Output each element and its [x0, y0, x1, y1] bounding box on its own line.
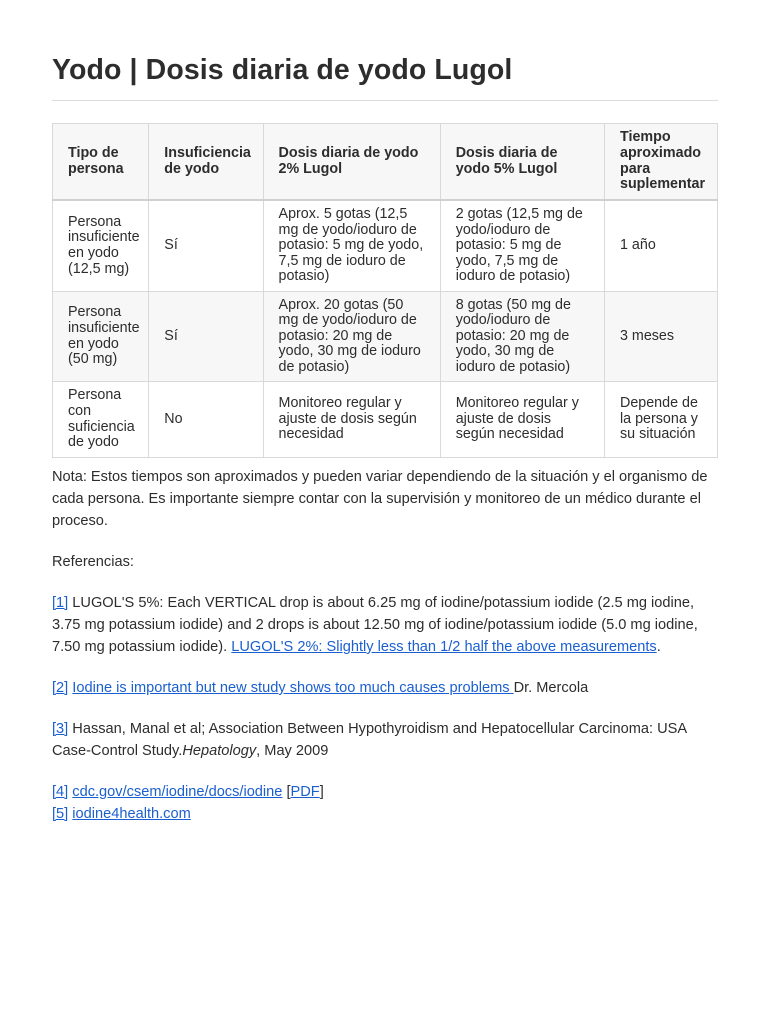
reference-5 — [52, 803, 718, 825]
reference-tail: . — [656, 639, 661, 655]
article — [52, 0, 718, 825]
dosage-table — [52, 123, 718, 458]
table-row — [53, 200, 718, 292]
reference-pdf-close: ] — [319, 784, 324, 800]
reference-number-link[interactable]: [1] — [52, 595, 69, 611]
table-row — [53, 382, 718, 458]
table-cell: Sí — [149, 292, 263, 382]
table-row — [53, 292, 718, 382]
reference-number-link[interactable]: [5] — [52, 806, 69, 822]
table-cell: Aprox. 5 gotas (12,5 mg de yodo/ioduro de potasio: 5 mg de yodo, 7,5 mg de ioduro de potasio) — [263, 200, 440, 292]
column-header: Tipo de persona — [53, 124, 149, 201]
table-cell: Sí — [149, 200, 263, 292]
reference-number-link[interactable]: [2] — [52, 680, 69, 696]
reference-text: LUGOL'S 5%: Each VERTICAL drop is about 6.25 mg of iodine/potassium iodide (2.5 mg iodine, 3.75 mg potassium iodide) and 2 drops is about 12.50 mg of iodine/potassium iodide (5.0 mg iodine, 7.50 mg potassium iodide). — [52, 595, 698, 655]
table-cell: Monitoreo regular y ajuste de dosis según necesidad — [263, 382, 440, 458]
column-header: Insuficiencia de yodo — [149, 124, 263, 201]
reference-text: Hassan, Manal et al; Association Between Hypothyroidism and Hepatocellular Carcinoma: USA Case-Control Study. — [52, 721, 687, 759]
reference-1 — [52, 592, 718, 658]
reference-link[interactable]: cdc.gov/csem/iodine/docs/iodine — [72, 784, 283, 800]
table-cell: Persona con suficiencia de yodo — [53, 382, 149, 458]
reference-2 — [52, 677, 718, 699]
table-cell: 3 meses — [605, 292, 718, 382]
pdf-link[interactable]: PDF — [290, 784, 320, 800]
references-heading: Referencias: — [52, 554, 134, 570]
column-header: Tiempo aproximado para suplementar — [605, 124, 718, 201]
reference-link[interactable]: LUGOL'S 2%: Slightly less than 1/2 half the above measurements — [231, 639, 657, 655]
column-header: Dosis diaria de yodo 2% Lugol — [263, 124, 440, 201]
reference-number-link[interactable]: [4] — [52, 784, 69, 800]
table-cell: Depende de la persona y su situación — [605, 382, 718, 458]
table-header-row — [53, 124, 718, 201]
page-title: Yodo | Dosis diaria de yodo Lugol — [52, 54, 513, 86]
reference-tail: Dr. Mercola — [513, 680, 589, 696]
reference-link[interactable]: iodine4health.com — [72, 806, 191, 822]
reference-tail: , May 2009 — [256, 743, 329, 759]
note-paragraph: Nota: Estos tiempos son aproximados y pueden variar dependiendo de la situación y el organismo de cada persona. Es importante siempre contar con la supervisión y monitoreo de un médico durante el proceso. — [52, 469, 708, 529]
table-cell: Persona insuficiente en yodo (12,5 mg) — [53, 200, 149, 292]
table-cell: Aprox. 20 gotas (50 mg de yodo/ioduro de potasio: 20 mg de yodo, 30 mg de ioduro de potasio) — [263, 292, 440, 382]
table-cell: 8 gotas (50 mg de yodo/ioduro de potasio: 20 mg de yodo, 30 mg de ioduro de potasio) — [440, 292, 604, 382]
divider — [52, 100, 718, 101]
reference-link[interactable]: Iodine is important but new study shows too much causes problems — [72, 680, 514, 696]
reference-journal: Hepatology — [182, 743, 257, 759]
table-cell: 2 gotas (12,5 mg de yodo/ioduro de potasio: 5 mg de yodo, 7,5 mg de ioduro de potasio) — [440, 200, 604, 292]
table-cell: 1 año — [605, 200, 718, 292]
reference-3 — [52, 718, 718, 762]
table-cell: No — [149, 382, 263, 458]
column-header: Dosis diaria de yodo 5% Lugol — [440, 124, 604, 201]
reference-4 — [52, 781, 718, 803]
table-cell: Monitoreo regular y ajuste de dosis según necesidad — [440, 382, 604, 458]
reference-pdf-open: [ — [282, 784, 291, 800]
table-cell: Persona insuficiente en yodo (50 mg) — [53, 292, 149, 382]
reference-number-link[interactable]: [3] — [52, 721, 69, 737]
